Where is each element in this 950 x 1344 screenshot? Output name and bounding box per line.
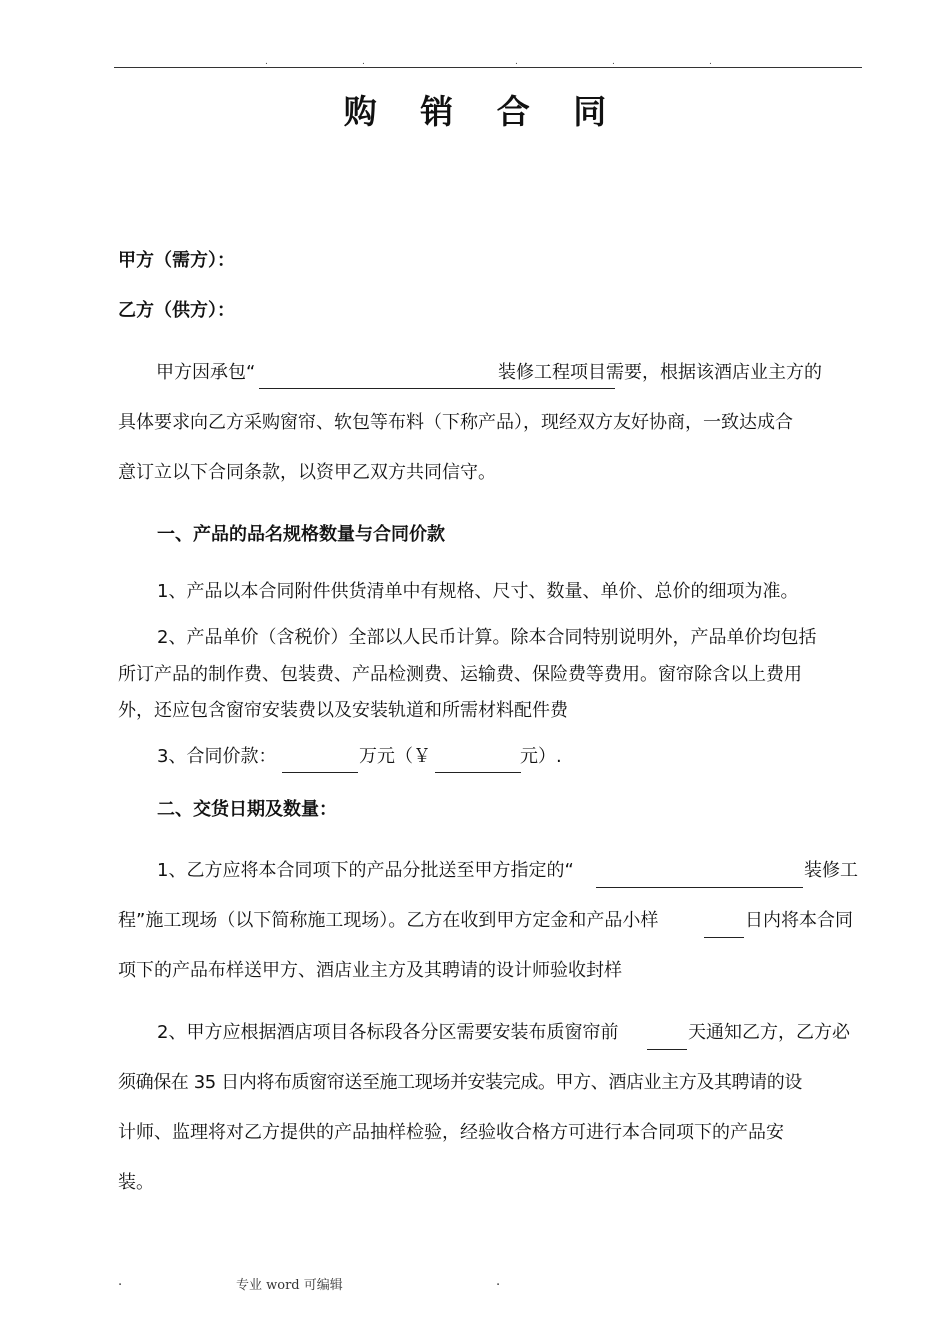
section-2-item-1-line-3: 项下的产品布样送甲方、酒店业主方及其聘请的设计师验收封样: [118, 960, 622, 981]
footer-text: 专业 word 可编辑: [236, 1278, 343, 1293]
section-2-heading: 二、交货日期及数量：: [157, 799, 337, 820]
section-1-item-2-line-3: 外，还应包含窗帘安装费以及安装轨道和所需材料配件费: [118, 700, 568, 721]
intro-line-2: 具体要求向乙方采购窗帘、软包等布料（下称产品），现经双方友好协商，一致达成合: [118, 412, 793, 433]
party-a-label: 甲方（需方）：: [118, 250, 235, 271]
header-rule: [114, 67, 862, 68]
header-dot: .: [709, 57, 712, 67]
section-2-item-2-line-2: 须确保在 35 日内将布质窗帘送至施工现场并安装完成。甲方、酒店业主方及其聘请的设: [118, 1072, 802, 1093]
section-1-item-2-line-1: 2、产品单价（含税价）全部以人民币计算。除本合同特别说明外，产品单价均包括: [157, 627, 817, 648]
section-1-item-2-line-2: 所订产品的制作费、包装费、产品检测费、运输费、保险费等费用。窗帘除含以上费用: [118, 664, 802, 685]
section-1-item-1: 1、产品以本合同附件供货清单中有规格、尺寸、数量、单价、总价的细项为准。: [157, 581, 799, 602]
contract-price-label: 3、合同价款：: [157, 746, 277, 767]
document-title: 购 销 合 同: [343, 92, 623, 131]
section-2-item-2-line-3: 计师、监理将对乙方提供的产品抽样检验，经验收合格方可进行本合同项下的产品安: [118, 1122, 784, 1143]
header-dot: .: [515, 57, 518, 67]
footer-dot-right: .: [496, 1274, 501, 1289]
party-b-label: 乙方（供方）：: [118, 300, 235, 321]
project-name-blank[interactable]: [259, 388, 615, 389]
intro-line-3: 意订立以下合同条款，以资甲乙双方共同信守。: [118, 462, 496, 483]
delivery-suffix: 装修工: [804, 860, 858, 881]
header-dot: .: [362, 57, 365, 67]
site-name-blank[interactable]: [596, 887, 803, 888]
sample-days-blank[interactable]: [704, 937, 744, 938]
price-yuan-unit: 元）.: [520, 746, 562, 767]
intro-suffix: 装修工程项目需要，根据该酒店业主方的: [498, 362, 822, 383]
delivery-prefix: 1、乙方应将本合同项下的产品分批送至甲方指定的“: [157, 860, 574, 881]
intro-prefix: 甲方因承包“: [156, 362, 256, 383]
price-wan-blank[interactable]: [282, 772, 358, 773]
sample-days-prefix: 程”施工现场（以下简称施工现场）。乙方在收到甲方定金和产品小样: [118, 910, 659, 931]
notice-days-suffix: 天通知乙方，乙方必: [688, 1022, 850, 1043]
sample-days-suffix: 日内将本合同: [745, 910, 853, 931]
price-wan-unit: 万元（￥: [359, 746, 431, 767]
notice-days-prefix: 2、甲方应根据酒店项目各标段各分区需要安装布质窗帘前: [157, 1022, 619, 1043]
section-2-item-2-line-4: 装。: [118, 1172, 154, 1193]
header-dot: .: [265, 57, 268, 67]
price-yuan-blank[interactable]: [435, 772, 521, 773]
notice-days-blank[interactable]: [647, 1049, 687, 1050]
footer-dot-left: .: [118, 1274, 123, 1289]
header-dot: .: [612, 57, 615, 67]
section-1-heading: 一、产品的品名规格数量与合同价款: [157, 524, 445, 545]
